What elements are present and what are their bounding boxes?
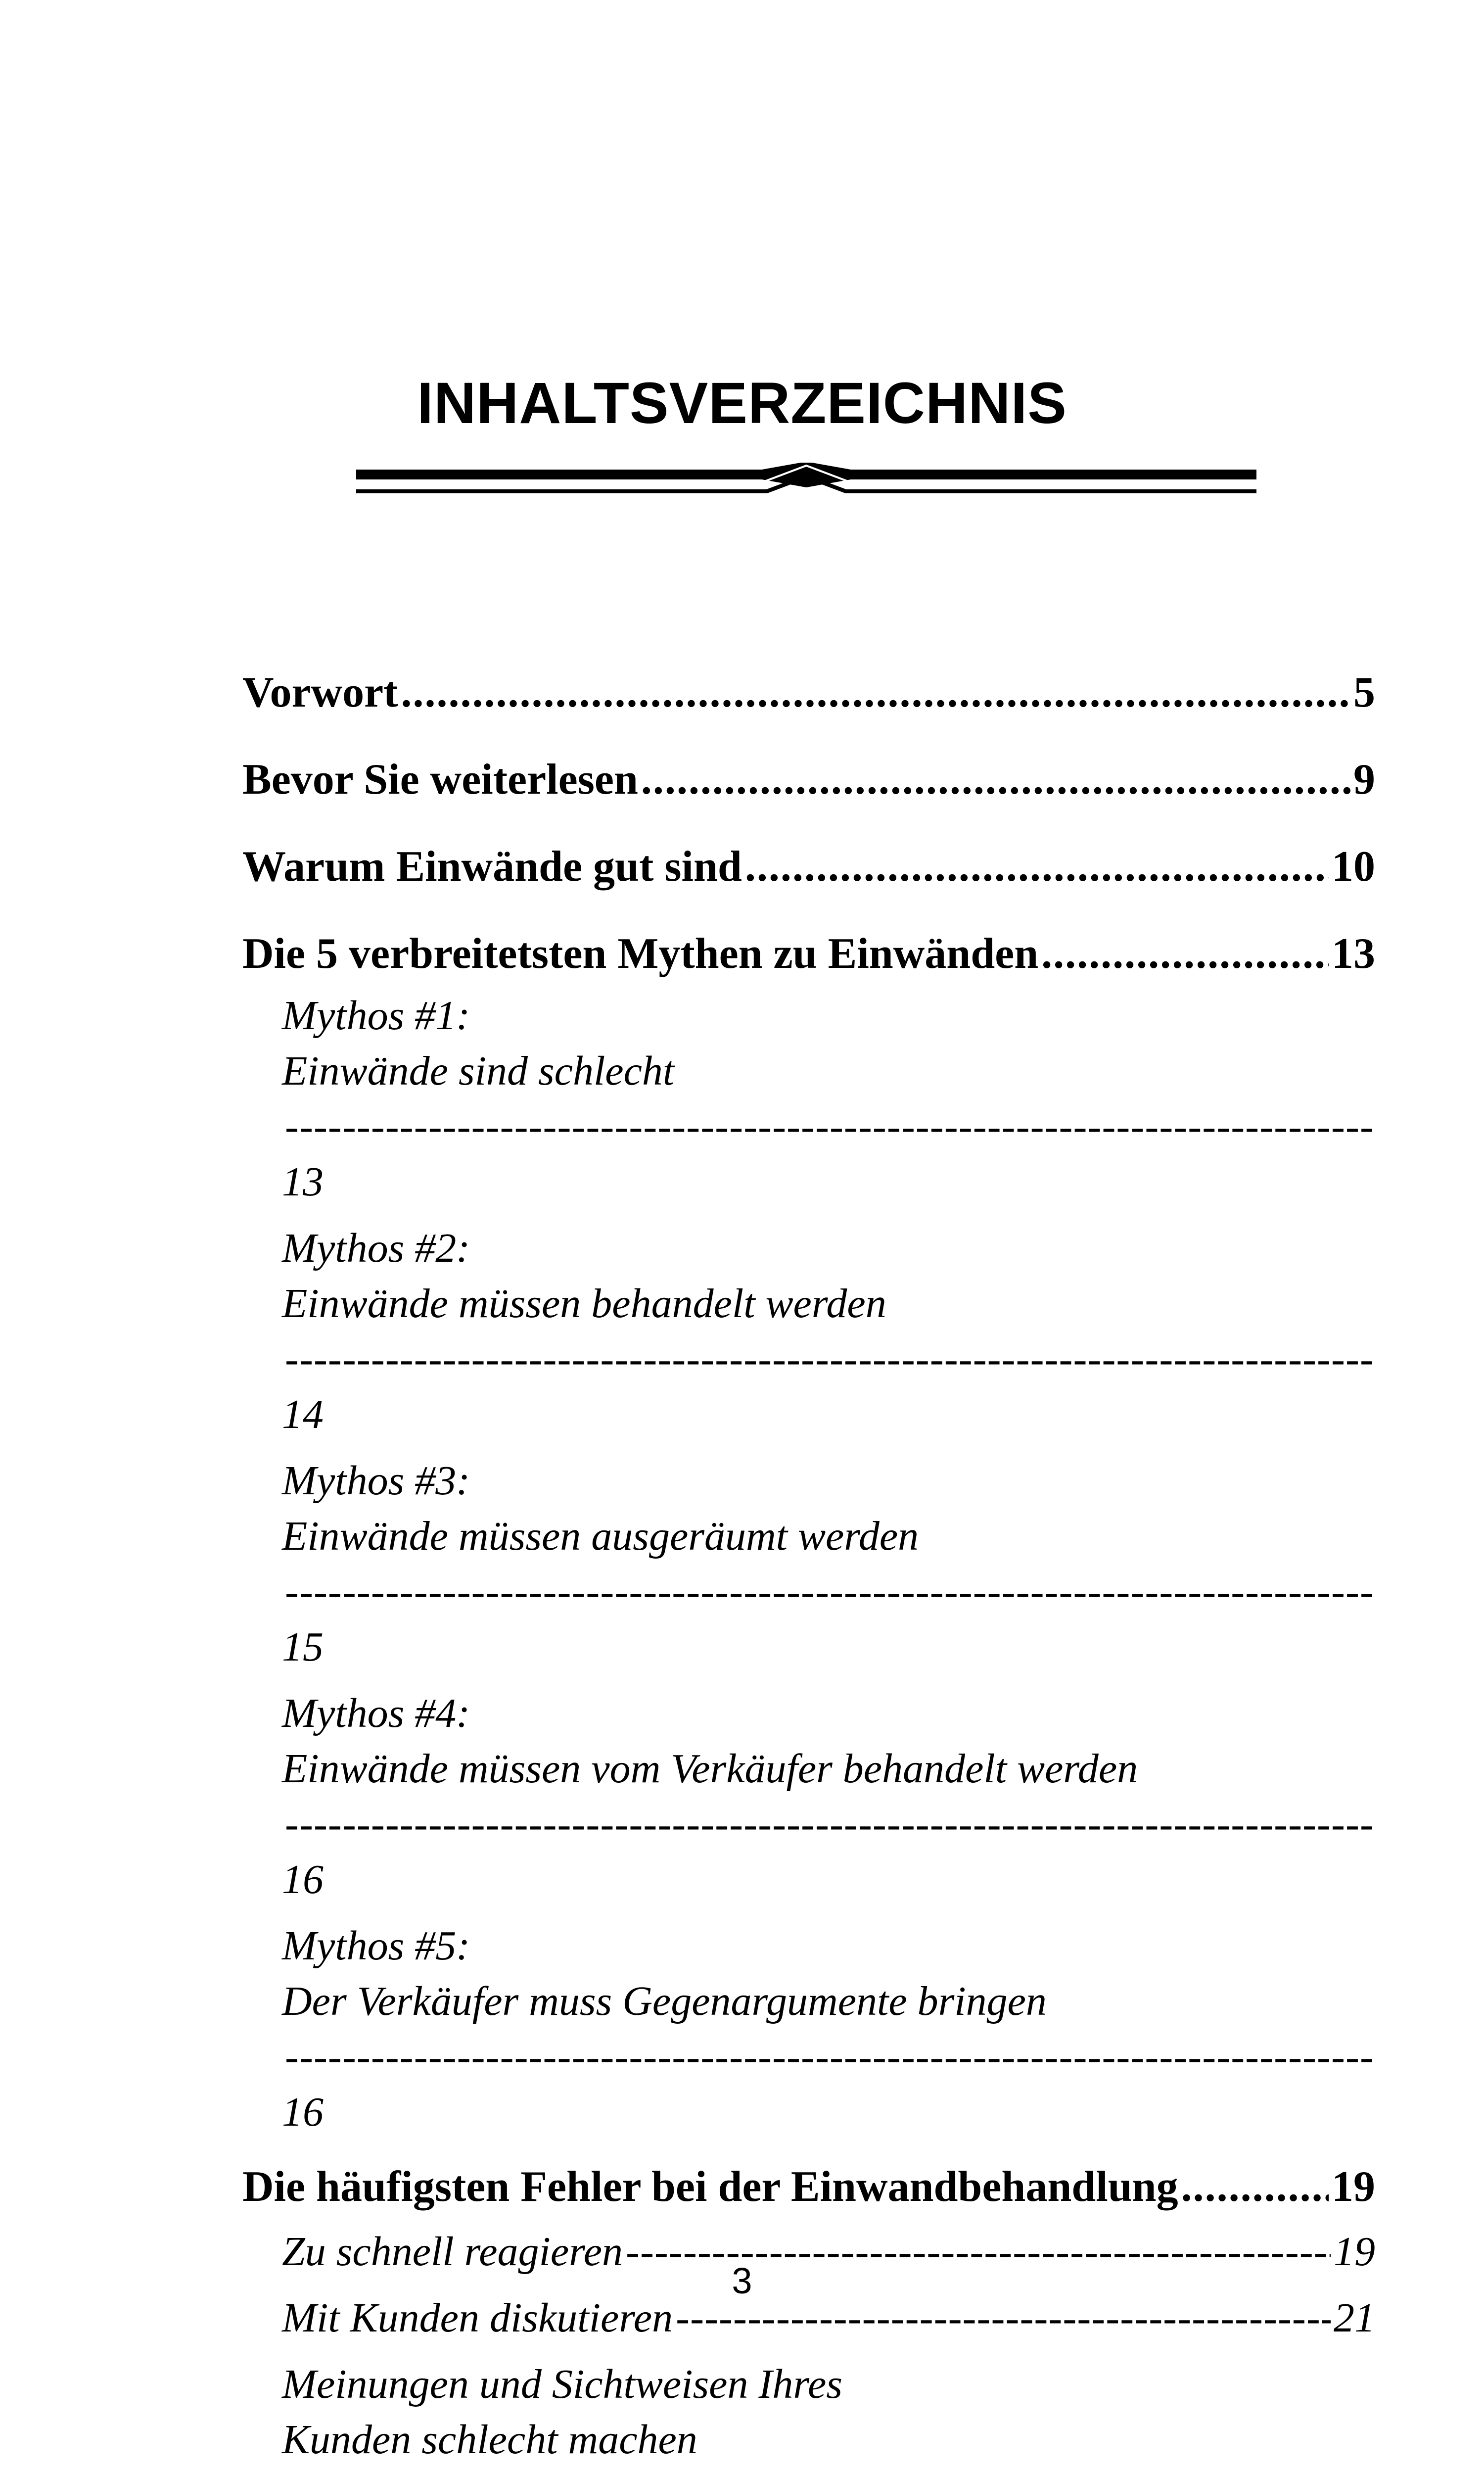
toc-subentry-label: Kunden schlecht machen [282, 2417, 697, 2463]
toc-subentry-label: Einwände sind schlecht [282, 1048, 675, 1094]
dot-leader [1041, 927, 1329, 981]
toc-entry-page: 13 [1332, 930, 1375, 978]
toc-subentry-mythos-2[interactable] [282, 1221, 1375, 1442]
toc-subentry-page: 14 [282, 1391, 324, 1437]
toc-entry-bevor-sie-weiterlesen[interactable] [242, 753, 1375, 807]
dot-leader [745, 840, 1329, 894]
toc-subentry-label: Einwände müssen ausgeräumt werden [282, 1513, 919, 1559]
toc-entry-label: Die häufigsten Fehler bei der Einwandbehandlung [242, 2163, 1178, 2211]
dash-leader [285, 1797, 1372, 1852]
toc-subentry-heading: Mythos #5: [282, 1923, 470, 1969]
toc-subentry-page: 13 [282, 1159, 324, 1205]
toc-subentry-page: 21 [1334, 2295, 1375, 2341]
toc-entry-warum-einwaende-gut-sind[interactable] [242, 840, 1375, 894]
toc-subentry-page: 16 [282, 1856, 324, 1903]
dot-leader [641, 753, 1350, 807]
toc-subentry-heading: Mythos #2: [282, 1225, 470, 1271]
toc-entry-label: Bevor Sie weiterlesen [242, 756, 638, 804]
toc-subentry-label: Der Verkäufer muss Gegenargumente bringen [282, 1978, 1047, 2024]
toc-entry-mythen[interactable] [242, 927, 1375, 981]
toc-subentry-label: Zu schnell reagieren [282, 2229, 623, 2275]
toc-subentry-label: Einwände müssen vom Verkäufer behandelt werden [282, 1746, 1138, 1792]
dash-leader [285, 1564, 1372, 1619]
toc-entry-page: 5 [1353, 668, 1375, 716]
toc-subentry-label: Mit Kunden diskutieren [282, 2295, 673, 2341]
title-underline-ornament [356, 463, 1256, 497]
toc-subentry-mythos-4[interactable] [282, 1686, 1375, 1907]
toc-entry-label: Warum Einwände gut sind [242, 843, 742, 891]
toc-entry-page: 9 [1353, 756, 1375, 804]
toc-entry-fehler[interactable] [242, 2160, 1375, 2214]
toc-subentry-mythos-3[interactable] [282, 1453, 1375, 1675]
toc-subentry-label: Einwände müssen behandelt werden [282, 1281, 886, 1327]
toc-entry-label: Die 5 verbreitetsten Mythen zu Einwänden [242, 930, 1039, 978]
dot-leader [401, 666, 1350, 720]
toc-subentry-heading: Mythos #1: [282, 993, 470, 1039]
page-title: INHALTSVERZEICHNIS [417, 371, 1067, 436]
dash-leader [285, 1332, 1372, 1387]
toc-subentry-kunden-schlecht-machen[interactable] [282, 2357, 1375, 2474]
table-of-contents [242, 666, 1375, 2474]
toc-subentry-mythos-5[interactable] [282, 1918, 1375, 2140]
dash-leader [285, 1099, 1372, 1154]
toc-subentry-page: 16 [282, 2089, 324, 2135]
toc-subentry-heading: Meinungen und Sichtweisen Ihres [282, 2361, 842, 2407]
toc-subentry-page: 15 [282, 1624, 324, 1670]
toc-entry-vorwort[interactable] [242, 666, 1375, 720]
toc-subentry-page: 19 [1334, 2229, 1375, 2275]
toc-entry-page: 19 [1332, 2163, 1375, 2211]
toc-subentry-mythos-1[interactable] [282, 988, 1375, 1210]
toc-subentry-heading: Mythos #3: [282, 1458, 470, 1504]
dot-leader [1181, 2160, 1329, 2214]
toc-entry-label: Vorwort [242, 668, 398, 716]
page-number: 3 [732, 2260, 752, 2301]
toc-entry-page: 10 [1332, 843, 1375, 891]
toc-subentry-heading: Mythos #4: [282, 1690, 470, 1736]
dash-leader [285, 2468, 1372, 2474]
dash-leader [285, 2029, 1372, 2085]
